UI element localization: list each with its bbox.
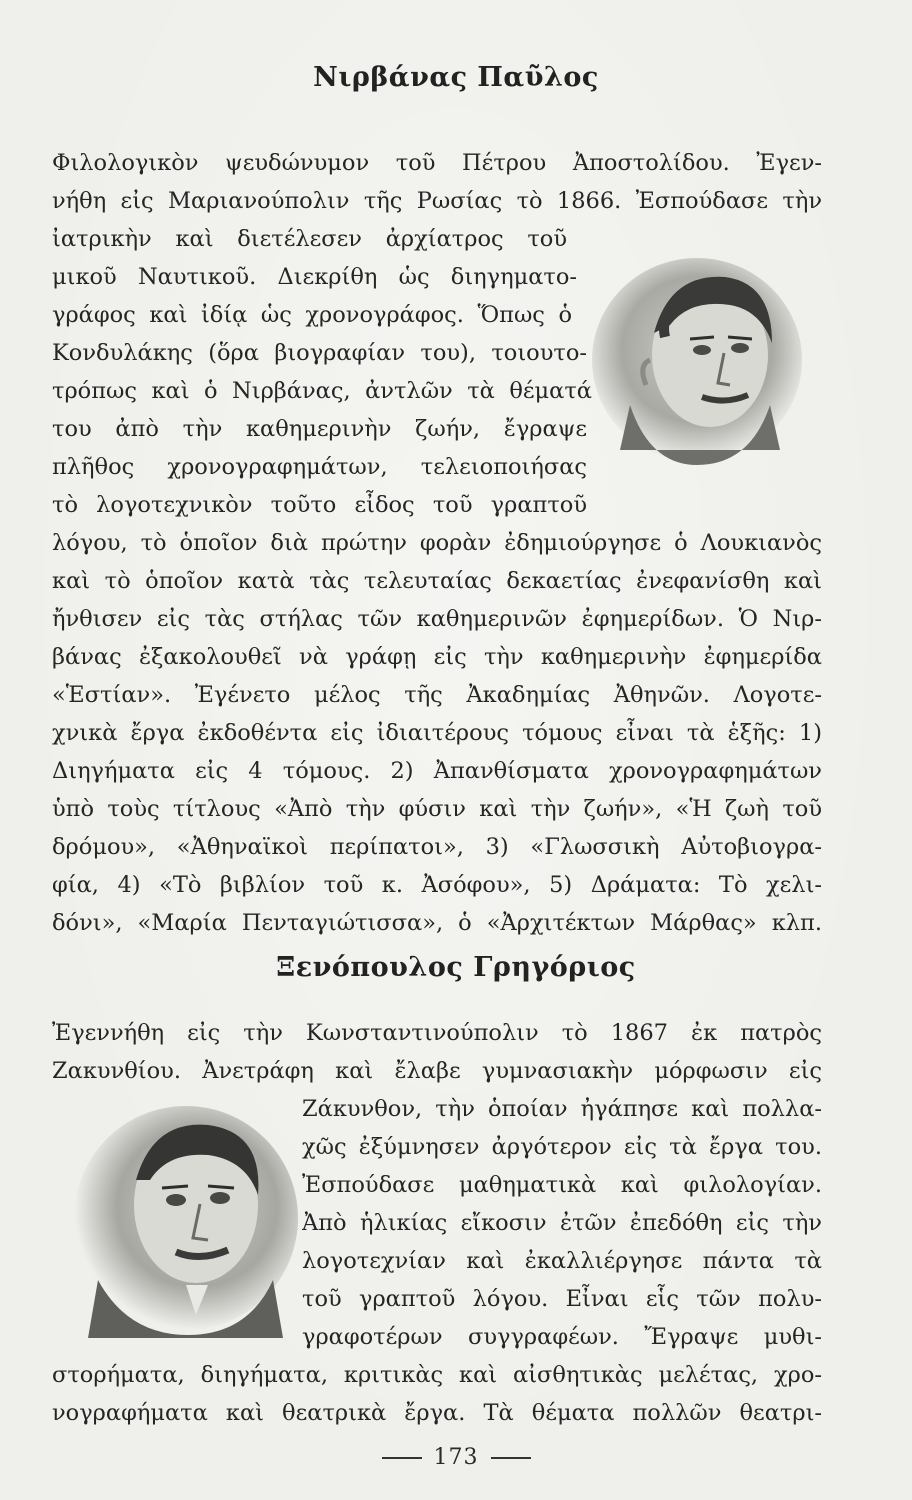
text-line: του ἀπὸ τὴν καθημερινὴν ζωήν, ἔγραψε bbox=[52, 416, 587, 442]
text-line: πλῆθος χρονογραφημάτων, τελειοποιήσας bbox=[52, 454, 587, 480]
text-line: ἤνθισεν εἰς τὰς στήλας τῶν καθημερινῶν ἐφημερίδων. Ὁ Νιρ- bbox=[52, 606, 822, 632]
text-line: Διηγήματα εἰς 4 τόμους. 2) Ἀπανθίσματα χρονογραφημάτων bbox=[52, 758, 822, 784]
text-line: Ἐγεννήθη εἰς τὴν Κωνσταντινούπολιν τὸ 1867 ἐκ πατρὸς bbox=[52, 1020, 822, 1046]
text-line: Φιλολογικὸν ψευδώνυμον τοῦ Πέτρου Ἀποστολίδου. Ἐγεν- bbox=[52, 150, 822, 176]
page-number-value: 173 bbox=[433, 1445, 479, 1470]
text-line: καὶ τὸ ὁποῖον κατὰ τὰς τελευταίας δεκαετίας ἐνεφανίσθη καὶ bbox=[52, 568, 822, 594]
text-line: χνικὰ ἔργα ἐκδοθέντα εἰς ἰδιαιτέρους τόμους εἶναι τὰ ἑξῆς: 1) bbox=[52, 720, 822, 746]
text-line: τοῦ γραπτοῦ λόγου. Εἶναι εἷς τῶν πολυ- bbox=[302, 1286, 822, 1312]
text-line: γραφοτέρων συγγραφέων. Ἔγραψε μυθι- bbox=[302, 1324, 822, 1350]
text-line: Ζακυνθίου. Ἀνετράφη καὶ ἔλαβε γυμνασιακὴν μόρφωσιν εἰς bbox=[52, 1058, 822, 1084]
text-line: ὑπὸ τοὺς τίτλους «Ἀπὸ τὴν φύσιν καὶ τὴν ζωήν», «Ἡ ζωὴ τοῦ bbox=[52, 796, 822, 822]
section-title-xenopoulos: Ξενόπουλος Γρηγόριος bbox=[276, 952, 636, 983]
text-line: Ἐσπούδασε μαθηματικὰ καὶ φιλολογίαν. bbox=[302, 1172, 822, 1198]
text-line: νογραφήματα καὶ θεατρικὰ ἔργα. Τὰ θέματα πολλῶν θεατρι- bbox=[52, 1400, 822, 1426]
portrait-nirvanas bbox=[590, 255, 805, 470]
text-line: δόνι», «Μαρία Πενταγιώτισσα», ὁ «Ἀρχιτέκτων Μάρθας» κλπ. bbox=[52, 910, 822, 936]
text-line: βάνας ἐξακολουθεῖ νὰ γράφῃ εἰς τὴν καθημερινὴν ἐφημερίδα bbox=[52, 644, 822, 670]
text-line: Ἀπὸ ἡλικίας εἴκοσιν ἐτῶν ἐπεδόθη εἰς τὴν bbox=[302, 1210, 822, 1236]
section-title-nirvanas: Νιρβάνας Παῦλος bbox=[313, 62, 599, 93]
text-line: νήθη εἰς Μαριανούπολιν τῆς Ρωσίας τὸ 1866. Ἐσπούδασε τὴν bbox=[52, 188, 822, 214]
text-line: μικοῦ Ναυτικοῦ. Διεκρίθη ὡς διηγηματο- bbox=[52, 264, 577, 290]
text-line: τὸ λογοτεχνικὸν τοῦτο εἶδος τοῦ γραπτοῦ bbox=[52, 492, 587, 518]
text-line: χῶς ἐξύμνησεν ἀργότερον εἰς τὰ ἔργα του. bbox=[302, 1134, 822, 1160]
dash-right bbox=[491, 1457, 531, 1459]
text-line: «Ἑστίαν». Ἐγένετο μέλος τῆς Ἀκαδημίας Ἀθηνῶν. Λογοτε- bbox=[52, 682, 822, 708]
text-line: Ζάκυνθον, τὴν ὁποίαν ἠγάπησε καὶ πολλα- bbox=[302, 1096, 822, 1122]
text-line: στορήματα, διηγήματα, κριτικὰς καὶ αἰσθητικὰς μελέτας, χρο- bbox=[52, 1362, 822, 1388]
text-line: φία, 4) «Τὸ βιβλίον τοῦ κ. Ἀσόφου», 5) Δράματα: Τὸ χελι- bbox=[52, 872, 822, 898]
text-line: δρόμου», «Ἀθηναϊκοὶ περίπατοι», 3) «Γλωσσικὴ Αὐτοβιογρα- bbox=[52, 834, 822, 860]
portrait-xenopoulos bbox=[58, 1100, 303, 1340]
text-line: ἰατρικὴν καὶ διετέλεσεν ἀρχίατρος τοῦ bbox=[52, 226, 567, 252]
text-line: λόγου, τὸ ὁποῖον διὰ πρώτην φορὰν ἐδημιούργησε ὁ Λουκιανὸς bbox=[52, 530, 822, 556]
text-line: Κονδυλάκης (ὅρα βιογραφίαν του), τοιουτο- bbox=[52, 340, 587, 366]
text-line: γράφος καὶ ἰδίᾳ ὡς χρονογράφος. Ὅπως ὁ bbox=[52, 302, 572, 328]
text-line: τρόπως καὶ ὁ Νιρβάνας, ἀντλῶν τὰ θέματά bbox=[52, 378, 592, 404]
dash-left bbox=[382, 1457, 422, 1459]
text-line: λογοτεχνίαν καὶ ἐκαλλιέργησε πάντα τὰ bbox=[302, 1248, 822, 1274]
page-number bbox=[0, 1445, 912, 1470]
